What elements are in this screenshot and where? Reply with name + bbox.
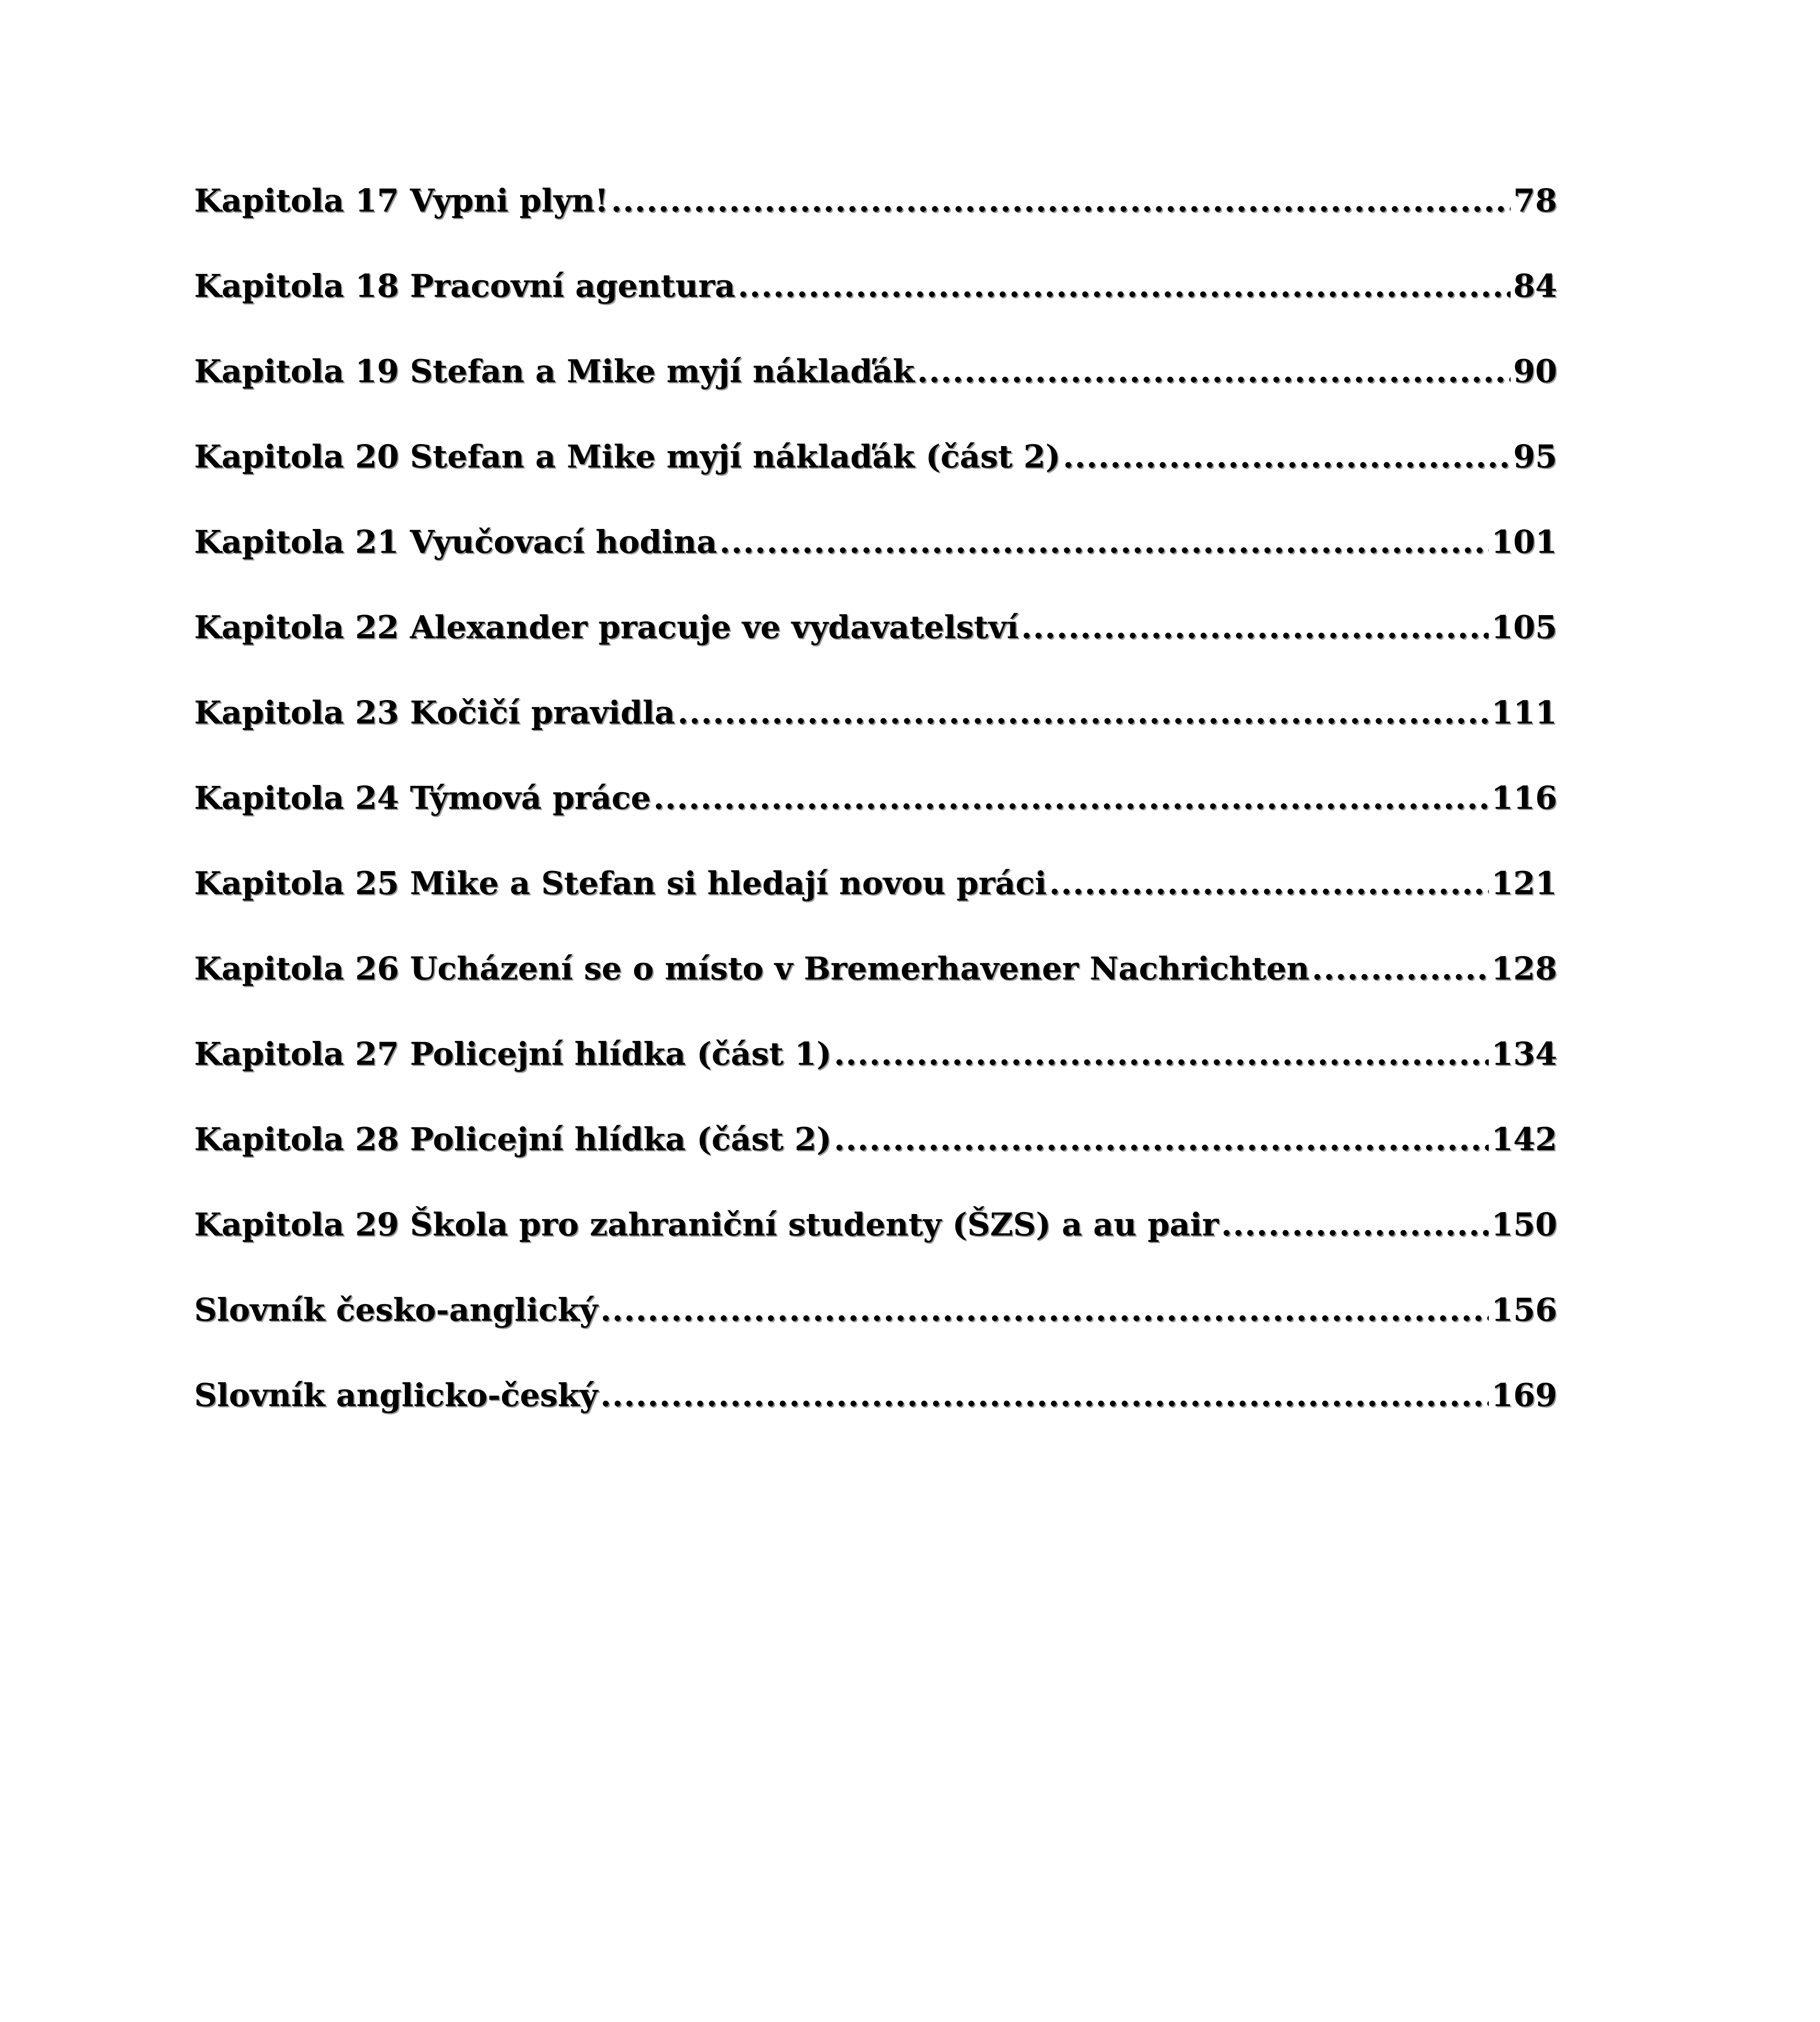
toc-dot-leader — [1021, 612, 1489, 643]
toc-dot-leader — [600, 1294, 1489, 1326]
table-of-contents — [194, 182, 1557, 1465]
toc-entry-title: Kapitola 20 Stefan a Mike myjí náklaďák (část 2) — [194, 438, 1060, 475]
toc-entry-19 — [194, 353, 1557, 441]
toc-entry-26 — [194, 950, 1557, 1038]
toc-entry-title: Kapitola 21 Vyučovací hodina — [194, 524, 717, 560]
toc-dot-leader — [738, 271, 1511, 302]
toc-entry-page: 156 — [1491, 1292, 1557, 1328]
toc-entry-dictionary-en-cz — [194, 1377, 1557, 1465]
toc-entry-title: Kapitola 23 Kočičí pravidla — [194, 694, 675, 731]
toc-entry-page: 105 — [1491, 609, 1557, 646]
toc-entry-page: 78 — [1513, 182, 1557, 219]
toc-entry-page: 142 — [1491, 1121, 1557, 1158]
toc-entry-page: 121 — [1491, 865, 1557, 902]
toc-dot-leader — [834, 1038, 1489, 1070]
toc-dot-leader — [611, 185, 1511, 217]
toc-entry-page: 128 — [1491, 950, 1557, 987]
toc-entry-page: 150 — [1491, 1206, 1557, 1243]
toc-entry-20 — [194, 438, 1557, 527]
toc-dot-leader — [720, 527, 1489, 558]
toc-entry-page: 101 — [1491, 524, 1557, 560]
toc-entry-title: Kapitola 17 Vypni plyn! — [194, 182, 609, 219]
toc-dot-leader — [917, 356, 1511, 387]
toc-entry-25 — [194, 865, 1557, 953]
toc-entry-page: 134 — [1491, 1036, 1557, 1072]
toc-entry-23 — [194, 694, 1557, 783]
toc-entry-21 — [194, 524, 1557, 612]
toc-dot-leader — [1221, 1209, 1489, 1241]
toc-entry-page: 116 — [1491, 780, 1557, 816]
toc-entry-title: Kapitola 29 Škola pro zahraniční studenty (ŠZS) a au pair — [194, 1206, 1219, 1243]
toc-entry-title: Kapitola 25 Mike a Stefan si hledají novou práci — [194, 865, 1047, 902]
toc-entry-title: Kapitola 26 Ucházení se o místo v Bremerhavener Nachrichten — [194, 950, 1310, 987]
toc-entry-title: Slovník anglicko-český — [194, 1377, 598, 1414]
toc-entry-page: 84 — [1513, 268, 1557, 305]
toc-entry-28 — [194, 1121, 1557, 1209]
toc-dot-leader — [1063, 441, 1511, 473]
toc-dot-leader — [834, 1124, 1489, 1155]
toc-entry-17 — [194, 182, 1557, 271]
toc-entry-24 — [194, 780, 1557, 868]
toc-entry-27 — [194, 1038, 1557, 1124]
toc-entry-29 — [194, 1206, 1557, 1294]
toc-dot-leader — [1312, 953, 1489, 985]
toc-entry-title: Kapitola 24 Týmová práce — [194, 780, 651, 816]
toc-entry-title: Kapitola 19 Stefan a Mike myjí náklaďák — [194, 353, 915, 390]
toc-entry-22 — [194, 609, 1557, 697]
toc-entry-title: Slovník česko-anglický — [194, 1292, 598, 1328]
toc-entry-page: 169 — [1491, 1377, 1557, 1414]
toc-entry-page: 90 — [1513, 353, 1557, 390]
toc-entry-page: 95 — [1513, 438, 1557, 475]
toc-entry-title: Kapitola 28 Policejní hlídka (část 2) — [194, 1121, 832, 1158]
toc-entry-title: Kapitola 27 Policejní hlídka (část 1) — [194, 1036, 832, 1072]
toc-entry-title: Kapitola 18 Pracovní agentura — [194, 268, 735, 305]
toc-dot-leader — [600, 1380, 1489, 1411]
toc-dot-leader — [653, 783, 1489, 814]
toc-entry-title: Kapitola 22 Alexander pracuje ve vydavatelství — [194, 609, 1019, 646]
toc-dot-leader — [1049, 868, 1489, 899]
toc-entry-page: 111 — [1491, 694, 1557, 731]
toc-entry-dictionary-cz-en — [194, 1294, 1557, 1380]
toc-entry-18 — [194, 268, 1557, 356]
toc-dot-leader — [677, 697, 1489, 729]
